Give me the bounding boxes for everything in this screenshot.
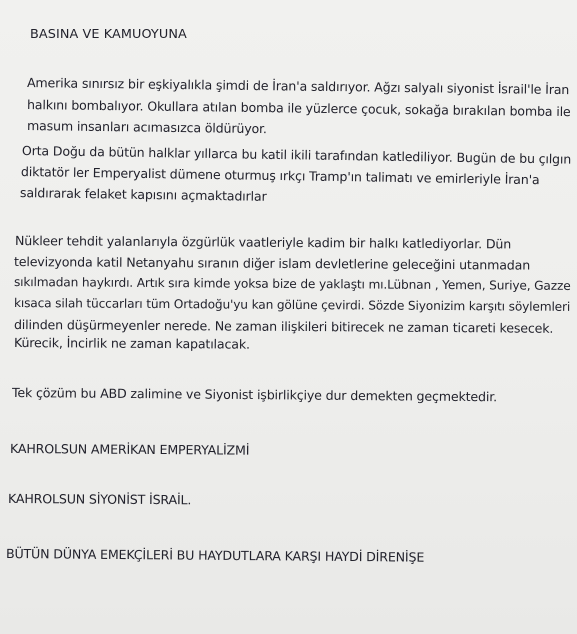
paragraph-3-line-3: sıkılmadan haykırdı. Artık sıra kimde yoksa bize de yaklaştı mı.Lübnan , Yemen, Suriye, Gazze [13,275,571,293]
paragraph-4: Tek çözüm bu ABD zalimine ve Siyonist işbirlikçiye dur demekten geçmektedir. [11,385,498,405]
slogan-3: BÜTÜN DÜNYA EMEKÇİLERİ BU HAYDUTLARA KARŞI HAYDİ DİRENİŞE [5,546,425,565]
paragraph-3-line-6: Kürecik, İncirlik ne zaman kapatılacak. [13,335,250,352]
paragraph-2-line-1: Orta Doğu da bütün halklar yıllarca bu katil ikili tarafından katlediliyor. Bugün de bu çılgın [21,143,572,167]
paragraph-1-line-1: Amerika sınırsız bir eşkiyalıkla şimdi de İran'a saldırıyor. Ağzı salyalı siyonist İsrail'le İran [26,75,570,98]
paragraph-1-line-3: masum insanları acımasızca öldürüyor. [26,118,267,137]
paragraph-3-line-1: Nükleer tehdit yalanlarıyla özgürlük vaatleriyle kadim bir halkı katlediyorlar. Dün [14,233,512,252]
paragraph-2-line-2: diktatör ler Emperyalist dümene oturmuş ırkçı Tramp'ın talimatı ve emirleriyle İran'a [20,164,540,188]
paragraph-1-line-2: halkını bombalıyor. Okullara atılan bomba ile yüzlerce çocuk, sokağa bırakılan bomba ile [26,97,571,120]
slogan-1: KAHROLSUN AMERİKAN EMPERYALİZMİ [9,441,250,458]
paragraph-3-line-2: televizyonda katil Netanyahu sıranın diğer islam devletlerine geleceğini utanmadan [13,254,531,273]
paragraph-2-line-3: saldırarak felaket kapısını açmaktadırlar [19,185,267,204]
document-heading: BASINA VE KAMUOYUNA [30,27,187,42]
slogan-2: KAHROLSUN SİYONİST İSRAİL. [7,491,192,508]
paragraph-3-line-4: kısaca silah tüccarları tüm Ortadoğu'yu kan gölüne çevirdi. Sözde Siyonizim karşıtı söylemleri [13,296,571,314]
paragraph-3-line-5: dilinden düşürmeyenler nerede. Ne zaman ilişkileri bitirecek ne zaman ticareti kesecek. [13,317,554,336]
